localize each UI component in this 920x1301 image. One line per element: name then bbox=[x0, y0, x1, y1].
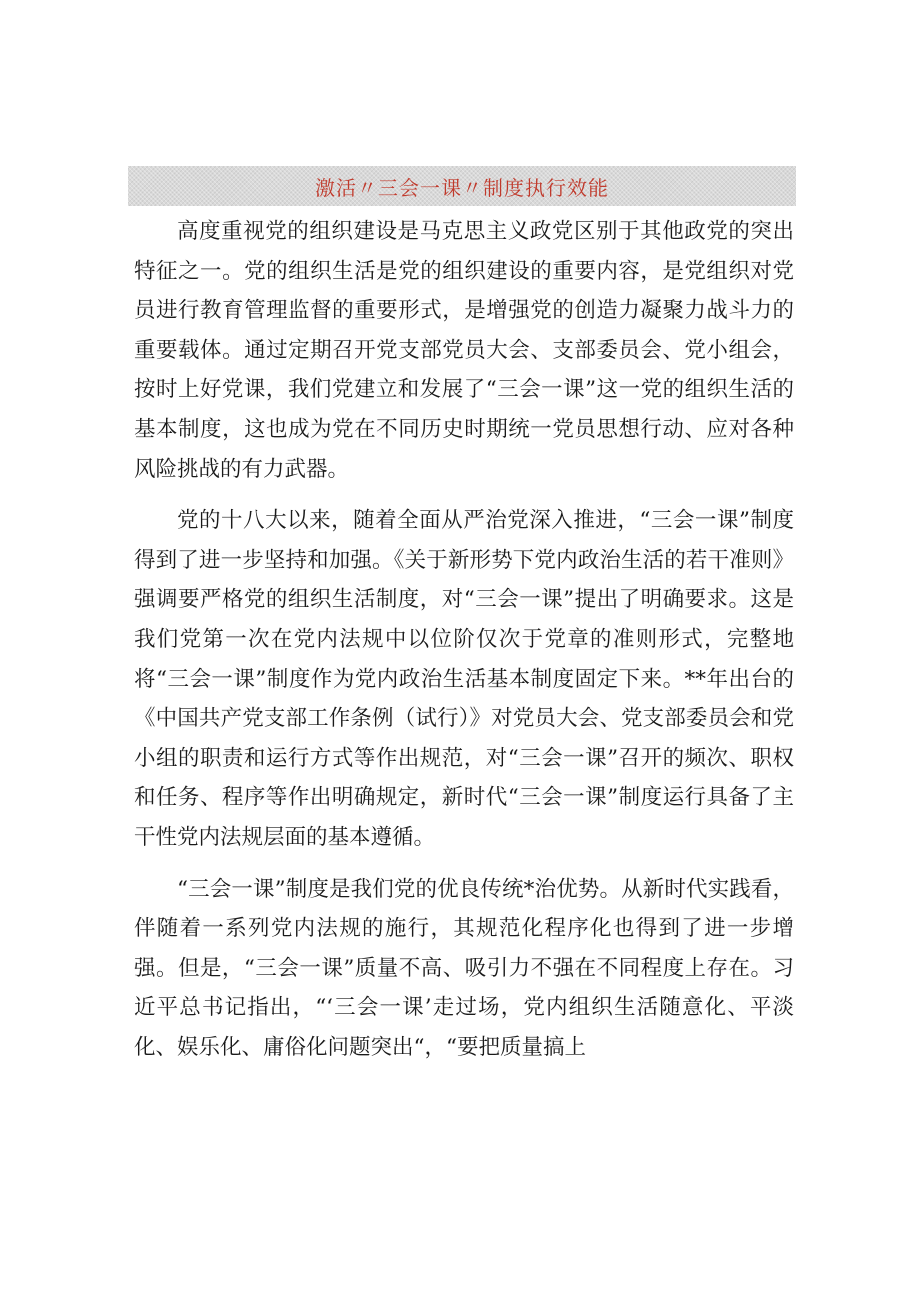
paragraph-2: 党的十八大以来，随着全面从严治党深入推进，“三会一课”制度得到了进一步坚持和加强。《关于新形势下党内政治生活的若干准则》强调要严格党的组织生活制度，对“三会一课”提出了明确要求。这是我们党第一次在党内法规中以位阶仅次于党章的准则形式，完整地将“三会一课”制度作为党内政治生活基本制度固定下来。**年出台的《中国共产党支部工作条例（试行）》对党员大会、党支部委员会和党小组的职责和运行方式等作出规范，对“三会一课”召开的频次、职权和任务、程序等作出明确规定，新时代“三会一课”制度运行具备了主干性党内法规层面的基本遵循。 bbox=[134, 508, 794, 850]
document-body bbox=[134, 212, 794, 1078]
title-banner bbox=[128, 166, 796, 206]
paragraph-3: “三会一课”制度是我们党的优良传统*治优势。从新时代实践看，伴随着一系列党内法规的施行，其规范化程序化也得到了进一步增强。但是，“三会一课”质量不高、吸引力不强在不同程度上存在。习近平总书记指出，“‘三会一课’走过场，党内组织生活随意化、平淡化、娱乐化、庸俗化问题突出“，“要把质量搞上 bbox=[134, 876, 794, 1060]
document-title: 激活〃三会一课〃制度执行效能 bbox=[315, 175, 609, 200]
paragraph-1: 高度重视党的组织建设是马克思主义政党区别于其他政党的突出特征之一。党的组织生活是党的组织建设的重要内容，是党组织对党员进行教育管理监督的重要形式，是增强党的创造力凝聚力战斗力的重要载体。通过定期召开党支部党员大会、支部委员会、党小组会，按时上好党课，我们党建立和发展了“三会一课”这一党的组织生活的基本制度，这也成为党在不同历史时期统一党员思想行动、应对各种风险挑战的有力武器。 bbox=[134, 219, 794, 482]
